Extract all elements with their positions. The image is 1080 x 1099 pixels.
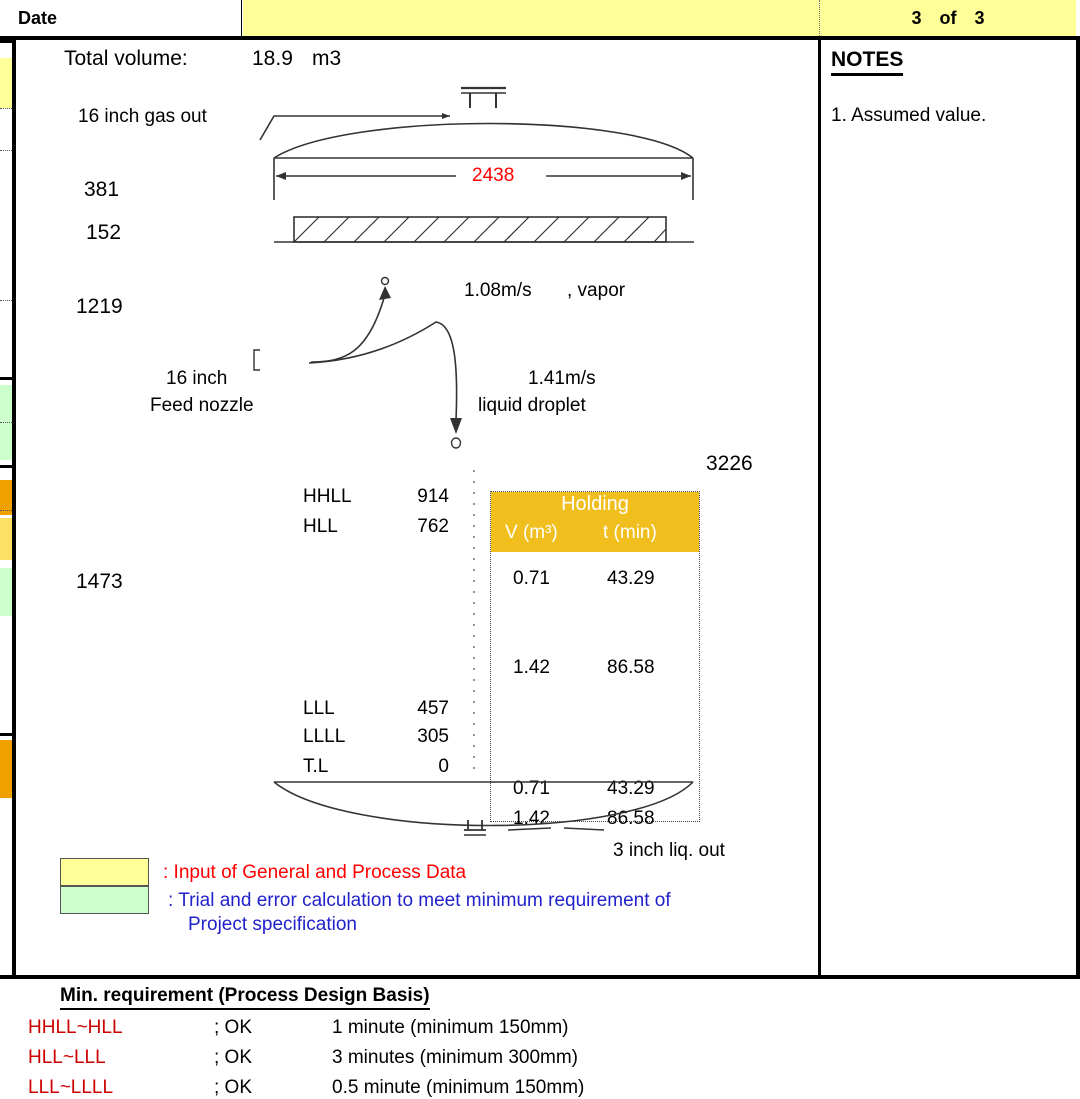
level-name-hhll: HHLL (303, 486, 352, 507)
droplet-phase-label: liquid droplet (478, 395, 586, 416)
holding-time-cell: 43.29 (607, 568, 655, 589)
level-name-tl: T.L (303, 756, 329, 777)
feed-nozzle-bracket-icon (254, 350, 260, 370)
page-of-label: of (939, 7, 957, 28)
holding-time-cell: 43.29 (607, 778, 655, 799)
legend-label-green: : Trial and error calculation to meet minimum requirement of (168, 890, 671, 911)
min-req-criterion-1: 1 minute (minimum 150mm) (332, 1017, 569, 1038)
strip-swatch (0, 568, 12, 616)
holding-time-cell: 86.58 (607, 657, 655, 678)
notes-panel (821, 40, 1076, 975)
holding-col-volume: V (m³) (505, 522, 558, 543)
level-value-llll: 305 (417, 726, 449, 747)
level-name-llll: LLLL (303, 726, 346, 747)
liquid-out-leader-line (508, 828, 604, 830)
vessel-top-head-outer (274, 124, 693, 159)
elevation-381: 381 (84, 178, 120, 201)
vapor-phase-label: , vapor (567, 280, 626, 301)
tangent-length-dimension: 3226 (706, 452, 753, 475)
elevation-152: 152 (86, 221, 122, 244)
level-value-hll: 762 (417, 516, 449, 537)
date-cell[interactable] (4, 0, 242, 36)
min-req-status-1: ; OK (214, 1017, 253, 1038)
elevation-1219: 1219 (76, 295, 123, 318)
strip-swatch (0, 518, 12, 560)
min-req-range-1: HHLL~HLL (28, 1017, 123, 1038)
min-requirement-title: Min. requirement (Process Design Basis) (60, 985, 430, 1010)
gas-out-leader-line (260, 116, 450, 140)
elevation-1473: 1473 (76, 570, 123, 593)
diameter-arrow-right (681, 172, 691, 180)
page-number-cell[interactable] (820, 0, 1076, 36)
page-current: 3 (911, 7, 922, 28)
min-req-criterion-3: 0.5 minute (minimum 150mm) (332, 1077, 585, 1098)
diameter-arrow-left (276, 172, 286, 180)
total-volume-label: Total volume: (64, 47, 188, 70)
notes-item-1: 1. Assumed value. (831, 105, 987, 126)
gas-out-label: 16 inch gas out (78, 106, 207, 127)
gas-out-arrowhead (442, 113, 450, 119)
liquid-out-label: 3 inch liq. out (613, 840, 725, 861)
min-req-status-3: ; OK (214, 1077, 253, 1098)
diameter-dimension: 2438 (472, 165, 515, 186)
page-total: 3 (974, 7, 985, 28)
holding-volume-cell: 0.71 (513, 778, 550, 799)
demister-pad-outline (294, 217, 666, 242)
holding-time-cell: 86.58 (607, 808, 655, 829)
level-value-tl: 0 (438, 756, 449, 777)
header-input-cell[interactable] (243, 0, 820, 36)
vapor-flow-arrowhead (379, 286, 391, 300)
total-volume-unit: m3 (312, 47, 342, 70)
droplet-marker-circle (452, 438, 461, 448)
total-volume-value: 18.9 (252, 47, 293, 70)
frame-border-right (1076, 40, 1080, 975)
demister-hatching (294, 217, 666, 242)
min-req-range-3: LLL~LLLL (28, 1077, 114, 1098)
holding-table-title: Holding (561, 493, 629, 515)
date-label: Date (18, 7, 58, 28)
vapor-velocity-value: 1.08m/s (464, 280, 532, 301)
level-value-lll: 457 (417, 698, 449, 719)
vapor-flow-marker-circle (382, 278, 389, 285)
level-name-hll: HLL (303, 516, 338, 537)
holding-volume-cell: 1.42 (513, 808, 550, 829)
droplet-arrowhead (450, 418, 462, 434)
vessel-sketch-canvas (16, 40, 818, 975)
legend-label-green-line2: Project specification (188, 914, 357, 935)
strip-swatch (0, 740, 12, 798)
vessel-bottom-head (274, 782, 693, 826)
level-name-lll: LLL (303, 698, 335, 719)
sheet-header-band (0, 0, 1080, 40)
vessel-drawing-svg (16, 40, 818, 975)
min-requirement-panel (16, 979, 1076, 1098)
min-req-range-2: HLL~LLL (28, 1047, 106, 1068)
level-value-hhll: 914 (417, 486, 449, 507)
holding-volume-cell: 0.71 (513, 568, 550, 589)
droplet-velocity-value: 1.41m/s (528, 368, 596, 389)
feed-nozzle-label: Feed nozzle (150, 395, 254, 416)
notes-title: NOTES (831, 48, 903, 76)
strip-swatch (0, 58, 12, 108)
min-req-status-2: ; OK (214, 1047, 253, 1068)
holding-volume-cell: 1.42 (513, 657, 550, 678)
min-req-criterion-2: 3 minutes (minimum 300mm) (332, 1047, 578, 1068)
feed-nozzle-size: 16 inch (166, 368, 228, 389)
holding-col-time: t (min) (603, 522, 657, 543)
droplet-trajectory-path (309, 322, 457, 420)
legend-label-yellow: : Input of General and Process Data (163, 862, 467, 883)
